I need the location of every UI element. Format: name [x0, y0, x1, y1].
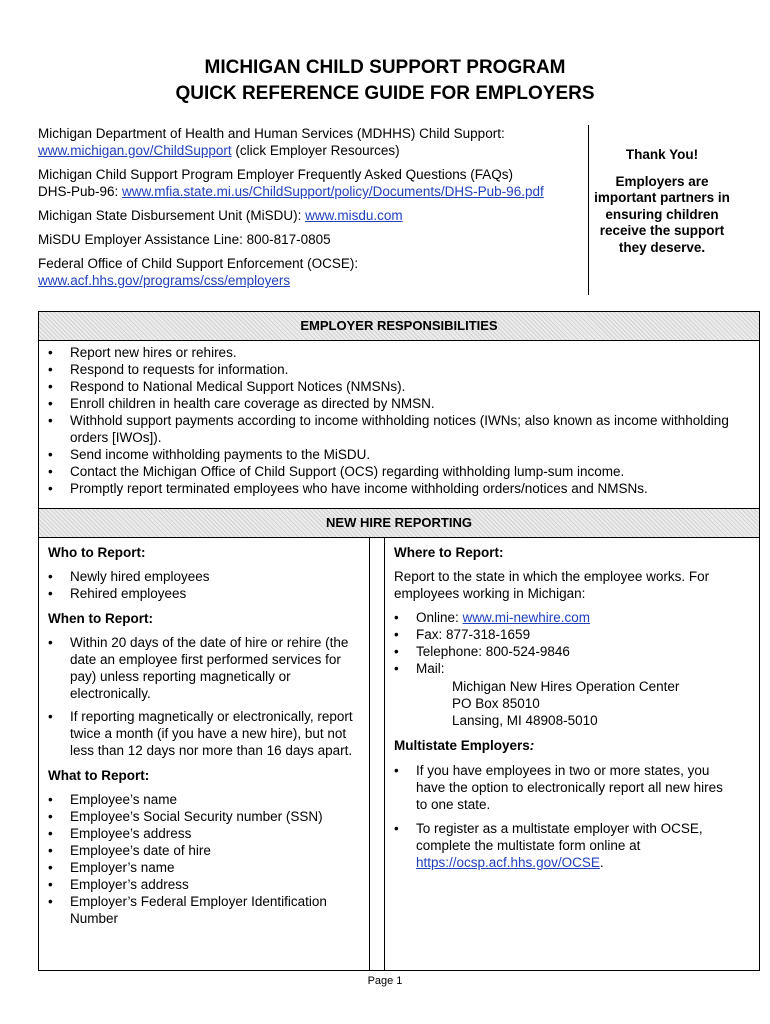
- right-column: [394, 544, 724, 871]
- responsibilities-list: [39, 344, 754, 497]
- list-item: • Employee’s address: [48, 825, 368, 842]
- title-line-1: MICHIGAN CHILD SUPPORT PROGRAM: [204, 57, 566, 78]
- list-item: • Telephone: 800-524-9846: [394, 643, 724, 660]
- ocsp-link[interactable]: https://ocsp.acf.hhs.gov/OCSE: [416, 855, 600, 870]
- document-title: [0, 55, 770, 107]
- new-hire-heading: NEW HIRE REPORTING: [39, 508, 759, 538]
- list-item: • Respond to National Medical Support Notices (NMSNs).: [39, 378, 754, 395]
- column-divider: [384, 537, 385, 970]
- where-intro: Report to the state in which the employee works. For employees working in Michigan:: [394, 569, 710, 601]
- main-table: [38, 311, 760, 971]
- list-item: • Send income withholding payments to the MiSDU.: [39, 446, 754, 463]
- page-number: Page 1: [367, 975, 403, 987]
- list-item: • Withhold support payments according to income withholding notices (IWNs; also known as income withholding orders [IWOs]).: [39, 412, 754, 446]
- multistate-colon: :: [529, 738, 535, 753]
- list-item: [394, 609, 724, 626]
- list-item: • Within 20 days of the date of hire or rehire (the date an employee first performed services for pay) unless reporting magnetically or electronically.: [48, 634, 368, 702]
- thank-you-heading: Thank You!: [625, 147, 699, 162]
- address-line: PO Box 85010: [452, 696, 540, 711]
- list-item: • Employer’s address: [48, 876, 368, 893]
- ocse-link[interactable]: www.acf.hhs.gov/programs/css/employers: [38, 273, 291, 288]
- online-label: Online:: [416, 610, 463, 625]
- address-line: Lansing, MI 48908-5010: [452, 713, 598, 728]
- contact-info: [38, 125, 588, 296]
- faq-entry: [38, 166, 588, 200]
- left-column: [48, 544, 368, 927]
- newhire-link[interactable]: www.mi-newhire.com: [462, 610, 591, 625]
- address-line: Michigan New Hires Operation Center: [452, 679, 680, 694]
- mdhhs-link[interactable]: www.michigan.gov/ChildSupport: [38, 143, 232, 158]
- responsibilities-heading: EMPLOYER RESPONSIBILITIES: [39, 312, 759, 341]
- multistate-heading-text: Multistate Employers: [394, 738, 530, 753]
- mdhhs-label: Michigan Department of Health and Human Services (MDHHS) Child Support:: [38, 126, 505, 141]
- thank-you-panel: [590, 147, 734, 256]
- list-item: • Report new hires or rehires.: [39, 344, 754, 361]
- who-heading: Who to Report:: [48, 545, 146, 560]
- mdhhs-entry: [38, 125, 588, 159]
- list-item: • Mail:: [394, 660, 724, 677]
- list-item: • Employee’s date of hire: [48, 842, 368, 859]
- mdhhs-suffix: (click Employer Resources): [231, 143, 400, 158]
- where-heading: Where to Report:: [394, 545, 504, 560]
- when-heading: When to Report:: [48, 611, 153, 626]
- mailing-address: [394, 678, 724, 729]
- title-line-2: QUICK REFERENCE GUIDE FOR EMPLOYERS: [175, 83, 595, 104]
- who-list: [48, 568, 368, 602]
- assistance-line: MiSDU Employer Assistance Line: 800-817-0805: [38, 232, 331, 247]
- list-item: • Employee’s Social Security number (SSN): [48, 808, 368, 825]
- list-item: • Rehired employees: [48, 585, 368, 602]
- thank-you-message: Employers are important partners in ensuring children receive the support they deserve.: [594, 173, 730, 255]
- what-list: [48, 791, 368, 927]
- multistate-heading: [394, 737, 724, 754]
- misdu-label: Michigan State Disbursement Unit (MiSDU):: [38, 208, 306, 223]
- multistate-text: To register as a multistate employer with OCSE, complete the multistate form online at: [416, 821, 703, 853]
- column-divider: [369, 537, 370, 970]
- list-item: • Enroll children in health care coverage as directed by NMSN.: [39, 395, 754, 412]
- multistate-list: [394, 762, 724, 871]
- divider-vertical: [588, 125, 589, 295]
- list-item: • Promptly report terminated employees who have income withholding orders/notices and NMSNs.: [39, 480, 754, 497]
- list-item: • Respond to requests for information.: [39, 361, 754, 378]
- where-list: [394, 609, 724, 677]
- when-list: [48, 634, 368, 759]
- multistate-period: .: [599, 855, 604, 870]
- list-item: • If you have employees in two or more states, you have the option to electronically report all new hires to one state.: [394, 762, 724, 813]
- misdu-entry: [38, 207, 588, 224]
- list-item: • Employer’s Federal Employer Identification Number: [48, 893, 368, 927]
- list-item: [394, 820, 724, 871]
- ocse-entry: [38, 255, 588, 289]
- ocse-label: Federal Office of Child Support Enforcement (OCSE):: [38, 256, 359, 271]
- list-item: • Employer’s name: [48, 859, 368, 876]
- faq-link[interactable]: www.mfia.state.mi.us/ChildSupport/policy/Documents/DHS-Pub-96.pdf: [122, 184, 544, 199]
- list-item: • Employee’s name: [48, 791, 368, 808]
- list-item: • If reporting magnetically or electronically, report twice a month (if you have a new hire), but not less than 12 days nor more than 16 days apart.: [48, 708, 368, 759]
- misdu-link[interactable]: www.misdu.com: [305, 208, 403, 223]
- list-item: • Contact the Michigan Office of Child Support (OCS) regarding withholding lump-sum income.: [39, 463, 754, 480]
- list-item: • Fax: 877-318-1659: [394, 626, 724, 643]
- list-item: • Newly hired employees: [48, 568, 368, 585]
- faq-label: Michigan Child Support Program Employer Frequently Asked Questions (FAQs): [38, 167, 513, 182]
- what-heading: What to Report:: [48, 768, 150, 783]
- faq-prefix: DHS-Pub-96:: [38, 184, 123, 199]
